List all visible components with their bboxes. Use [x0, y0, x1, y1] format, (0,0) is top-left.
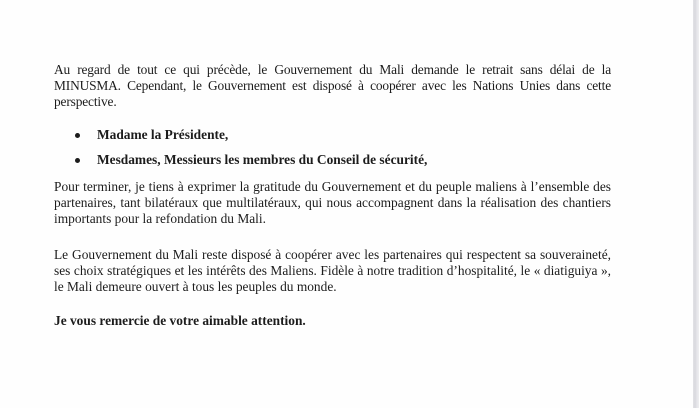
document-body: [54, 62, 611, 329]
salutation-item: [54, 127, 611, 152]
closing-remark: Je vous remercie de votre aimable attention.: [54, 313, 306, 328]
paragraph-cooperation: Le Gouvernement du Mali reste disposé à coopérer avec les partenaires qui respectent sa souveraineté, ses choix stratégiques et les intérêts des Maliens. Fidèle à notre tradition d’hospitalité, le « diatiguiya », le Mali demeure ouvert à tous les peuples du monde.: [54, 247, 611, 294]
page-edge-border: [693, 0, 699, 408]
salutation-text: Madame la Présidente,: [97, 127, 229, 142]
salutation-item: [54, 152, 611, 177]
paragraph-minusma-withdrawal: Au regard de tout ce qui précède, le Gouvernement du Mali demande le retrait sans délai de la MINUSMA. Cependant, le Gouvernement est disposé à coopérer avec les Nations Unies dans cette perspective.: [54, 62, 611, 109]
bullet-icon: [75, 158, 80, 163]
paragraph-gratitude: Pour terminer, je tiens à exprimer la gratitude du Gouvernement et du peuple maliens à l’ensemble des partenaires, tant bilatéraux que multilatéraux, qui nous accompagnent dans la réalisation des chantiers importants pour la refondation du Mali.: [54, 179, 611, 226]
salutation-list: [54, 127, 611, 177]
salutation-text: Mesdames, Messieurs les membres du Conseil de sécurité,: [97, 152, 428, 167]
bullet-icon: [75, 133, 80, 138]
